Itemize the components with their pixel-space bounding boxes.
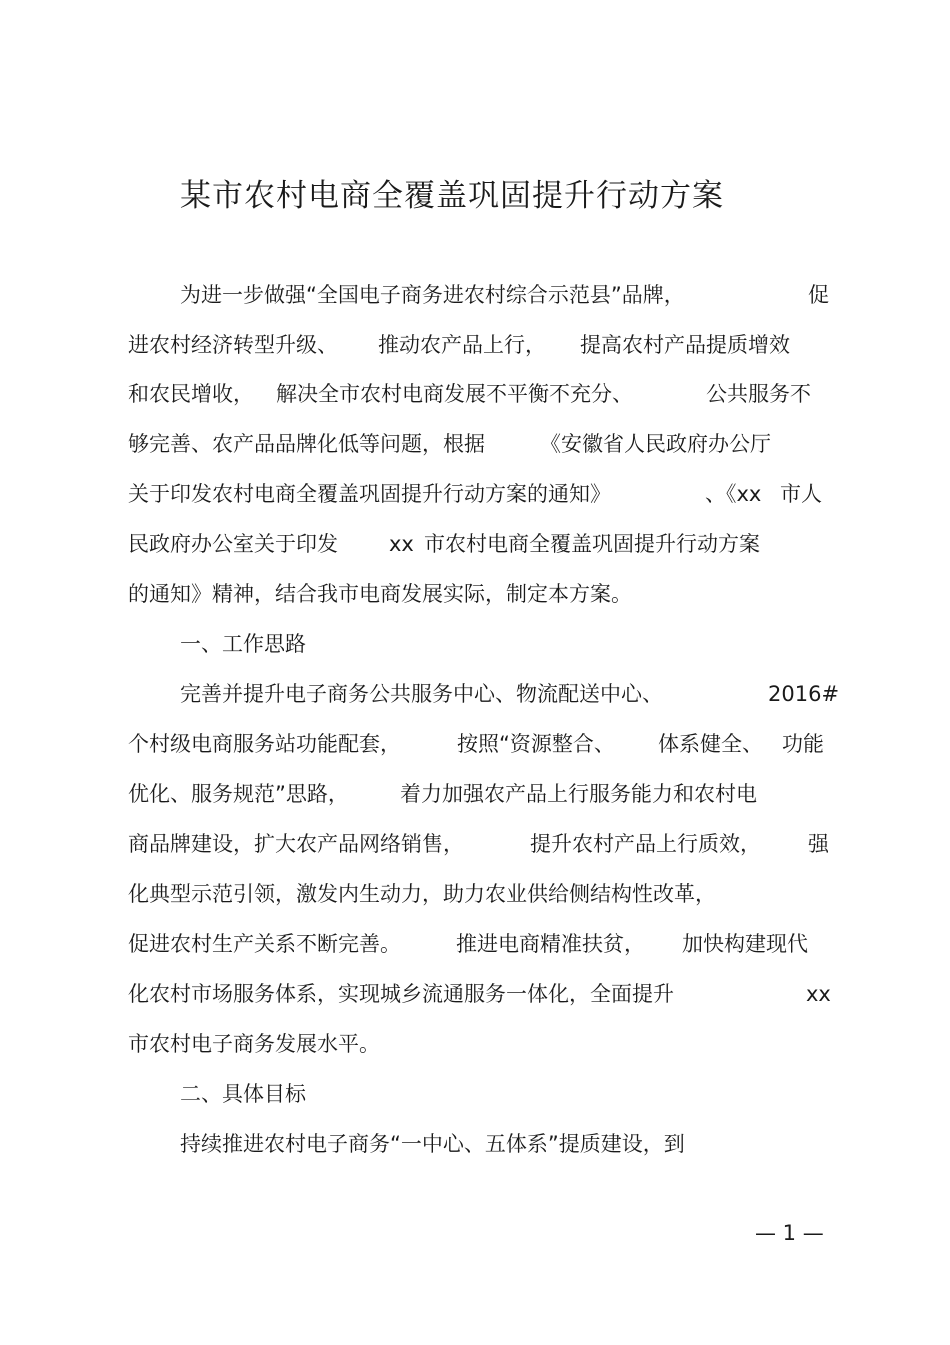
body-line	[0, 927, 950, 961]
body-line	[0, 278, 950, 312]
text-segment: 促	[808, 283, 829, 307]
body-line	[0, 877, 950, 911]
text-segment: 一、工作思路	[180, 632, 306, 656]
body-line	[0, 377, 950, 411]
body-line	[0, 727, 950, 761]
text-segment: 解决全市农村电商发展不平衡不充分、	[276, 382, 633, 406]
text-segment: 完善并提升电子商务公共服务中心、物流配送中心、	[180, 682, 663, 706]
body-line	[0, 1127, 950, 1161]
body-line	[0, 477, 950, 511]
text-segment: 提升农村产品上行质效，	[530, 832, 761, 856]
body-line	[0, 677, 950, 711]
text-segment: 个村级电商服务站功能配套，	[128, 732, 401, 756]
text-segment: 关于印发农村电商全覆盖巩固提升行动方案的通知》	[128, 482, 611, 506]
text-segment: 化典型示范引领，激发内生动力，助力农业供给侧结构性改革，	[128, 882, 716, 906]
text-segment: 促进农村生产关系不断完善。	[128, 932, 401, 956]
text-segment: 市农村电子商务发展水平。	[128, 1032, 380, 1056]
text-segment: 市人	[780, 482, 822, 506]
body-line	[0, 328, 950, 362]
text-segment: 着力加强农产品上行服务能力和农村电	[400, 782, 757, 806]
text-segment: xx	[806, 982, 831, 1006]
text-segment: 持续推进农村电子商务“一中心、五体系”提质建设，到	[180, 1132, 685, 1156]
body-line	[0, 427, 950, 461]
text-segment: 商品牌建设，扩大农产品网络销售，	[128, 832, 464, 856]
text-segment: 强	[808, 832, 829, 856]
section-heading	[0, 627, 950, 661]
text-segment: 推进电商精准扶贫，	[456, 932, 645, 956]
text-segment: 进农村经济转型升级、	[128, 333, 338, 357]
body-line	[0, 977, 950, 1011]
text-segment: 公共服务不	[706, 382, 811, 406]
text-segment: 和农民增收，	[128, 382, 254, 406]
text-segment: 推动农产品上行，	[378, 333, 546, 357]
page-number: — 1 —	[755, 1221, 824, 1245]
text-segment: 提高农村产品提质增效	[580, 333, 790, 357]
text-segment: 、《xx	[705, 482, 762, 506]
text-segment: 功能	[782, 732, 824, 756]
text-segment: 为进一步做强“全国电子商务进农村综合示范县”品牌，	[180, 283, 685, 307]
body-line	[0, 1027, 950, 1061]
text-segment: 的通知》精神，结合我市电商发展实际，制定本方案。	[128, 582, 632, 606]
text-segment: 按照“资源整合、	[457, 732, 615, 756]
body-line	[0, 777, 950, 811]
body-line	[0, 827, 950, 861]
text-segment: 体系健全、	[658, 732, 763, 756]
section-heading	[0, 1077, 950, 1111]
text-segment: 2016#	[768, 682, 840, 706]
body-line	[0, 527, 950, 561]
text-segment: 市农村电商全覆盖巩固提升行动方案	[424, 532, 760, 556]
document-title: 某市农村电商全覆盖巩固提升行动方案	[180, 178, 724, 214]
text-segment: 二、具体目标	[180, 1082, 306, 1106]
text-segment: 优化、服务规范”思路，	[128, 782, 349, 806]
text-segment: 够完善、农产品品牌化低等问题，根据	[128, 432, 485, 456]
text-segment: 民政府办公室关于印发	[128, 532, 338, 556]
text-segment: xx	[389, 532, 414, 556]
text-segment: 化农村市场服务体系，实现城乡流通服务一体化，全面提升	[128, 982, 674, 1006]
body-line	[0, 577, 950, 611]
text-segment: 《安徽省人民政府办公厅	[540, 432, 771, 456]
text-segment: 加快构建现代	[682, 932, 808, 956]
